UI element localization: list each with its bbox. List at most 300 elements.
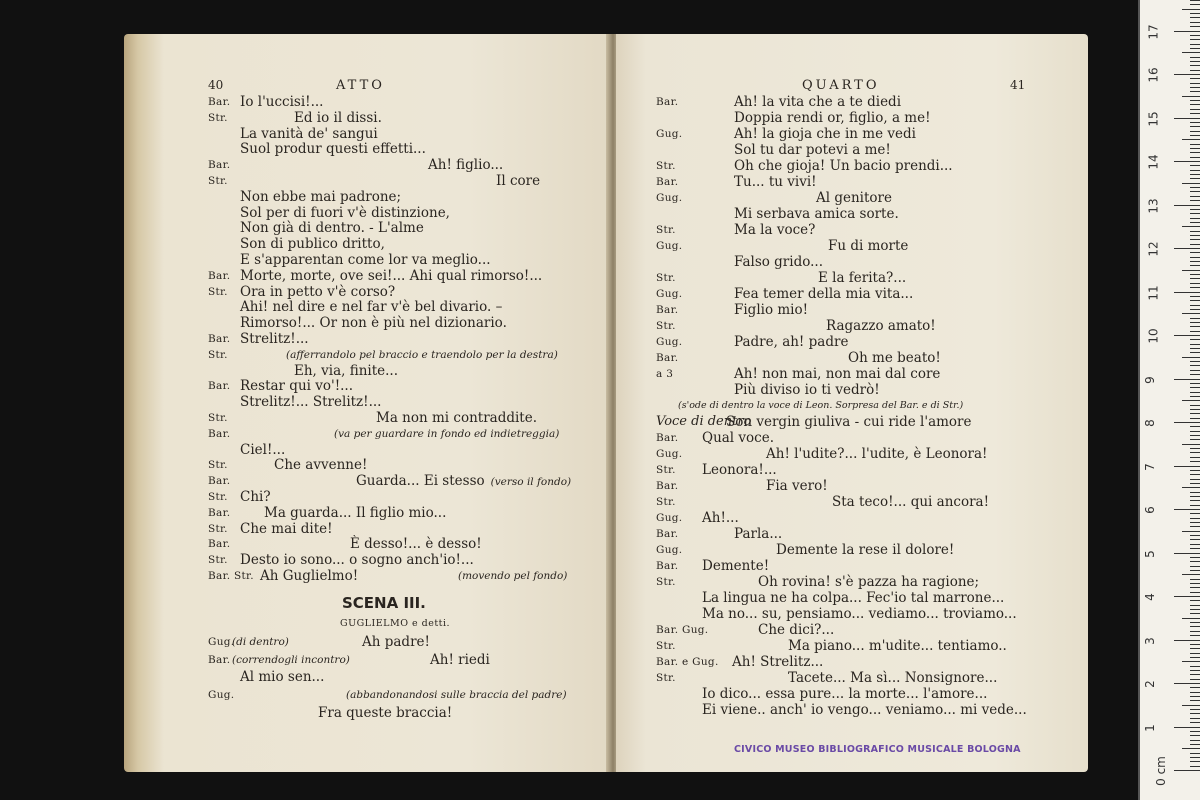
speaker-label: Str. [208,459,228,472]
ruler-tick [1190,178,1200,179]
verse-line: Ma non mi contraddite. [376,410,537,426]
ruler-tick [1190,126,1200,127]
ruler-tick [1190,396,1200,397]
ruler-tick [1190,470,1200,471]
ruler-tick [1174,509,1200,510]
speaker-label: Bar. [656,352,679,364]
ruler-tick [1190,287,1200,288]
ruler-tick [1190,535,1200,536]
ruler-tick [1190,104,1200,105]
ruler-tick [1190,622,1200,623]
ruler-tick [1190,418,1200,419]
verse-line: Ragazzo amato! [826,318,936,334]
ruler-tick [1190,318,1200,319]
ruler-tick [1182,618,1200,619]
verse-line: Chi? [240,489,271,505]
speaker-label: Str. [208,491,228,503]
ruler-tick [1182,9,1200,10]
speaker-label: Str. [208,412,228,424]
ruler-tick [1190,744,1200,745]
verse-line: Ah! la gioja che in me vedi [734,126,916,142]
verse-line: Ah! la vita che a te diedi [734,94,902,110]
ruler-tick [1190,35,1200,36]
verse-line: Mi serbava amica sorte. [734,206,899,222]
ruler-tick [1190,696,1200,697]
verse-line: Suol produr questi effetti... [240,141,426,158]
verse-line: Non già di dentro. - L'alme [240,220,424,237]
verse-line: Rimorso!... Or non è più nel dizionario. [240,315,507,332]
ruler-tick [1190,218,1200,219]
ruler-label: 3 [1142,636,1157,645]
ruler-tick [1190,165,1200,166]
ruler-tick [1190,670,1200,671]
ruler-tick [1190,83,1200,84]
ruler-tick [1190,635,1200,636]
verse-line: Oh rovina! s'è pazza ha ragione; [758,574,980,590]
ruler-tick [1190,753,1200,754]
verse-line: Che dici?... [758,622,835,638]
stage-direction: (va per guardare in fondo ed indietreggia) [334,427,560,440]
ruler-tick [1190,13,1200,14]
verse-line: Ed io il dissi. [294,109,382,126]
speaker-label: Bar. [208,333,231,345]
speaker-label: Gug. [656,240,683,252]
ruler-tick [1190,309,1200,310]
ruler-tick [1190,365,1200,366]
ruler-tick [1182,270,1200,271]
speaker-label: Bar. [208,538,231,551]
left-page [124,34,612,772]
verse-line: Sol per di fuori v'è distinzione, [240,204,450,221]
speaker-label: Str. [656,640,676,652]
ruler-label: 2 [1142,680,1157,688]
ruler-tick [1190,657,1200,658]
verse-line: Fu di morte [828,238,909,254]
ruler-tick [1190,157,1200,158]
verse-line: Ei viene.. anch' io vengo... veniamo... mi vede... [702,702,1027,718]
ruler-tick [1190,522,1200,523]
speaker-label: Str. [208,348,228,361]
verse-line: Sta teco!... qui ancora! [832,494,990,510]
ruler-tick [1190,583,1200,584]
running-header: ATTO [336,78,385,93]
speaker-label: Str. [208,285,228,298]
open-book [118,24,1093,776]
speaker-label: Str. [208,554,228,567]
ruler-tick [1190,692,1200,693]
verse-line: Io dico... essa pure... la morte... l'amore... [702,686,988,702]
ruler-tick [1182,705,1200,706]
ruler-tick [1190,326,1200,327]
ruler-tick [1174,727,1200,728]
ruler-tick [1190,109,1200,110]
ruler-tick [1190,457,1200,458]
ruler-tick [1190,679,1200,680]
verse-line: Che avvenne! [274,457,368,474]
ruler-label: 5 [1142,549,1157,558]
speaker-label: Str. [656,272,676,284]
ruler-tick [1190,409,1200,410]
ruler-tick [1190,461,1200,462]
ruler-tick [1190,283,1200,284]
ruler-tick [1190,452,1200,453]
verse-line: Ah padre! [362,634,430,650]
speaker-label: Gug. [656,544,683,556]
ruler-tick [1190,605,1200,606]
verse-line: Ah! riedi [430,652,490,668]
ruler-tick [1182,226,1200,227]
ruler-tick [1190,435,1200,436]
ruler-tick [1190,0,1200,1]
ruler-tick [1190,187,1200,188]
verse-line: Oh me beato! [848,350,941,366]
ruler-tick [1190,674,1200,675]
verse-line: Ahi! nel dire e nel far v'è bel divario. – [240,299,503,316]
ruler-label: 1 [1142,723,1157,732]
ruler-tick [1190,135,1200,136]
verse-line: Al genitore [816,190,892,206]
ruler-tick [1174,74,1200,75]
ruler-tick [1190,426,1200,427]
ruler-tick [1190,474,1200,475]
speaker-label: Bar. [208,475,231,488]
scene-heading: SCENA III. [342,594,426,612]
ruler-tick [1190,392,1200,393]
ruler-tick [1190,231,1200,232]
verse-line: Fia vero! [766,478,828,494]
ruler-label: 6 [1142,506,1157,514]
running-header: QUARTO [802,78,880,93]
ruler-tick [1190,196,1200,197]
verse-line: La vanità de' sangui [240,125,378,142]
ruler-label: 9 [1142,375,1157,384]
ruler-tick [1190,587,1200,588]
ruler-tick [1190,609,1200,610]
ruler-tick [1190,222,1200,223]
stage-direction: (di dentro) [232,636,289,648]
ruler-tick [1174,466,1200,467]
ruler-tick [1190,496,1200,497]
ruler-tick [1190,113,1200,114]
stage-direction: (correndogli incontro) [232,654,350,666]
speaker-label: Bar. [208,96,231,108]
ruler-tick [1190,592,1200,593]
ruler-tick [1190,152,1200,153]
ruler-tick [1182,400,1200,401]
ruler-tick [1190,653,1200,654]
ruler-tick [1190,500,1200,501]
speaker-label: Str. [208,522,228,535]
speaker-label: Bar. [208,654,231,666]
ruler-tick [1190,78,1200,79]
ruler-tick [1174,553,1200,554]
ruler-tick [1174,161,1200,162]
speaker-label: Gug. [656,512,683,524]
speaker-label: Bar. [656,96,679,108]
ruler-tick [1190,209,1200,210]
right-page [616,34,1088,772]
verse-line: Fra queste braccia! [318,705,453,721]
ruler-tick [1174,335,1200,336]
verse-line: Qual voce. [702,430,775,446]
speaker-label: Bar. [656,432,679,444]
speaker-label: Str. [208,175,228,187]
ruler-tick [1190,339,1200,340]
ruler-label: 11 [1146,284,1161,301]
library-stamp: CIVICO MUSEO BIBLIOGRAFICO MUSICALE BOLOGNA [734,744,1021,755]
ruler-tick [1190,370,1200,371]
ruler-label: 0 cm [1153,756,1168,786]
speaker-label: Bar. e Gug. [656,656,719,668]
ruler-tick [1174,596,1200,597]
stage-direction: (verso il fondo) [490,476,572,489]
ruler-tick [1190,344,1200,345]
ruler-tick [1182,531,1200,532]
ruler-label: 16 [1146,67,1161,83]
ruler-tick [1182,357,1200,358]
ruler-tick [1190,735,1200,736]
verse-line: Tu... tu vivi! [734,174,817,190]
speaker-label: Bar. [208,269,231,282]
verse-line: Ma piano... m'udite... tentiamo.. [788,638,1007,654]
verse-line: Ah! l'udite?... l'udite, è Leonora! [766,446,988,462]
verse-line: Parla... [734,526,783,542]
measurement-ruler [1138,0,1200,800]
ruler-tick [1190,274,1200,275]
speaker-label: Str. [656,496,676,508]
verse-line: È desso!... è desso! [350,536,482,553]
speaker-label: Gug. [656,336,683,348]
speaker-label: Voce di dentro [656,414,752,429]
ruler-tick [1190,757,1200,758]
ruler-tick [1190,479,1200,480]
ruler-tick [1190,61,1200,62]
ruler-tick [1174,683,1200,684]
stage-direction: (afferrandolo pel braccio e traendolo per la destra) [286,348,558,361]
verse-line: Falso grido... [734,254,823,270]
ruler-tick [1190,713,1200,714]
ruler-tick [1190,579,1200,580]
ruler-tick [1174,640,1200,641]
ruler-tick [1190,439,1200,440]
speaker-label: Str. [656,672,676,684]
ruler-tick [1190,257,1200,258]
verse-line: Non ebbe mai padrone; [240,188,402,205]
ruler-tick [1190,305,1200,306]
ruler-tick [1182,313,1200,314]
ruler-tick [1190,331,1200,332]
ruler-tick [1190,526,1200,527]
ruler-tick [1190,361,1200,362]
speaker-label: Gug. [208,689,235,701]
verse-line: Son di publico dritto, [240,236,385,253]
ruler-tick [1190,722,1200,723]
verse-line: Morte, morte, ove sei!... Ahi qual rimorso!... [240,267,543,284]
ruler-label: 15 [1146,110,1161,127]
verse-line: Sol tu dar potevi a me! [734,142,891,158]
ruler-tick [1190,483,1200,484]
scene-cast: GUGLIELMO e detti. [340,618,451,629]
ruler-tick [1190,700,1200,701]
ruler-tick [1190,666,1200,667]
speaker-label: Gug. [656,448,683,460]
ruler-label: 13 [1146,197,1161,214]
verse-line: Ma guarda... Il figlio mio... [264,504,447,521]
ruler-tick [1190,709,1200,710]
verse-line: Guarda... Ei stesso (verso il fondo) [356,473,572,490]
ruler-tick [1190,431,1200,432]
ruler-tick [1190,48,1200,49]
verse-line: Leonora!... [702,462,777,478]
ruler-tick [1190,600,1200,601]
speaker-label: Bar. [208,159,231,172]
ruler-tick [1190,170,1200,171]
verse-line: La lingua ne ha colpa... Fec'io tal marrone... [702,590,1005,606]
page-number: 41 [1010,78,1026,92]
verse-line: Ora in petto v'è corso? [240,283,396,300]
ruler-tick [1190,566,1200,567]
verse-line: Demente la rese il dolore! [776,542,955,558]
ruler-tick [1182,661,1200,662]
ruler-tick [1190,261,1200,262]
ruler-tick [1174,379,1200,380]
ruler-tick [1190,613,1200,614]
ruler-tick [1190,191,1200,192]
ruler-tick [1190,383,1200,384]
ruler-tick [1190,322,1200,323]
ruler-tick [1190,39,1200,40]
ruler-tick [1190,122,1200,123]
ruler-tick [1190,300,1200,301]
ruler-label: 8 [1142,419,1157,427]
verse-line: Ciel!... [240,441,286,458]
ruler-tick [1190,413,1200,414]
verse-line: Demente! [702,558,770,574]
verse-line: Fea temer della mia vita... [734,286,914,302]
ruler-tick [1190,631,1200,632]
ruler-tick [1182,96,1200,97]
ruler-tick [1190,213,1200,214]
ruler-tick [1190,239,1200,240]
verse-line: Doppia rendi or, figlio, a me! [734,110,931,126]
ruler-tick [1174,422,1200,423]
ruler-tick [1190,761,1200,762]
ruler-tick [1190,513,1200,514]
ruler-tick [1174,118,1200,119]
ruler-tick [1190,200,1200,201]
ruler-label: 10 [1146,328,1161,344]
ruler-tick [1190,492,1200,493]
ruler-tick [1190,22,1200,23]
ruler-tick [1182,139,1200,140]
speaker-label: Bar. [656,560,679,572]
speaker-label: Gug. [656,288,683,300]
ruler-tick [1190,44,1200,45]
speaker-label: Bar. [656,480,679,492]
stage-direction: (movendo pel fondo) [458,570,568,582]
speaker-label: Bar. [656,304,679,316]
verse-line: Al mio sen... [240,669,325,685]
ruler-tick [1190,244,1200,245]
verse-line: Più diviso io ti vedrò! [734,382,880,398]
ruler-tick [1190,557,1200,558]
ruler-tick [1190,570,1200,571]
ruler-tick [1190,265,1200,266]
ruler-tick [1190,405,1200,406]
ruler-tick [1190,387,1200,388]
speaker-label: Bar. Gug. [656,624,709,636]
ruler-tick [1190,561,1200,562]
speaker-label: Bar. Str. [208,570,254,582]
ruler-label: 14 [1146,154,1161,170]
speaker-label: Bar. [208,380,231,393]
ruler-tick [1174,31,1200,32]
speaker-label: Gug. [656,128,683,140]
ruler-tick [1190,278,1200,279]
verse-line: Ah! figlio... [428,157,504,174]
speaker-label: Str. [656,576,676,588]
ruler-tick [1182,748,1200,749]
ruler-tick [1190,296,1200,297]
ruler-tick [1190,352,1200,353]
speaker-label: Str. [656,224,676,236]
verse-line: Restar qui vo'!... [240,378,354,395]
ruler-tick [1190,731,1200,732]
ruler-tick [1190,91,1200,92]
ruler-tick [1190,235,1200,236]
ruler-label: 4 [1142,593,1157,601]
speaker-label: Bar. [208,506,231,519]
page-number: 40 [208,78,224,92]
ruler-tick [1190,644,1200,645]
ruler-tick [1190,740,1200,741]
verse-line: Ah! Strelitz... [732,654,824,670]
ruler-tick [1190,144,1200,145]
ruler-tick [1182,52,1200,53]
ruler-tick [1190,766,1200,767]
ruler-tick [1190,252,1200,253]
speaker-label: Str. [656,464,676,476]
ruler-tick [1190,4,1200,5]
ruler-tick [1190,718,1200,719]
ruler-tick [1190,131,1200,132]
ruler-tick [1190,548,1200,549]
ruler-tick [1190,448,1200,449]
ruler-tick [1190,648,1200,649]
verse-line: Che mai dite! [240,520,333,537]
ruler-tick [1190,57,1200,58]
ruler-tick [1190,17,1200,18]
verse-line: Tacete... Ma sì... Nonsignore... [788,670,998,686]
verse-line: Ah! non mai, non mai dal core [734,366,941,382]
speaker-label: Str. [656,320,676,332]
ruler-label: 12 [1146,241,1161,257]
verse-line: Strelitz!... Strelitz!... [240,394,382,411]
verse-line: Desto io sono... o sogno anch'io!... [240,552,474,569]
ruler-tick [1182,574,1200,575]
ruler-label: 7 [1142,462,1157,471]
stage-direction: (abbandonandosi sulle braccia del padre) [346,689,567,701]
ruler-label: 17 [1146,23,1161,40]
verse-line: Figlio mio! [734,302,809,318]
ruler-tick [1190,100,1200,101]
ruler-tick [1190,505,1200,506]
ruler-tick [1190,174,1200,175]
ruler-tick [1182,183,1200,184]
ruler-tick [1190,70,1200,71]
speaker-label: Bar. [208,427,231,440]
ruler-tick [1190,348,1200,349]
